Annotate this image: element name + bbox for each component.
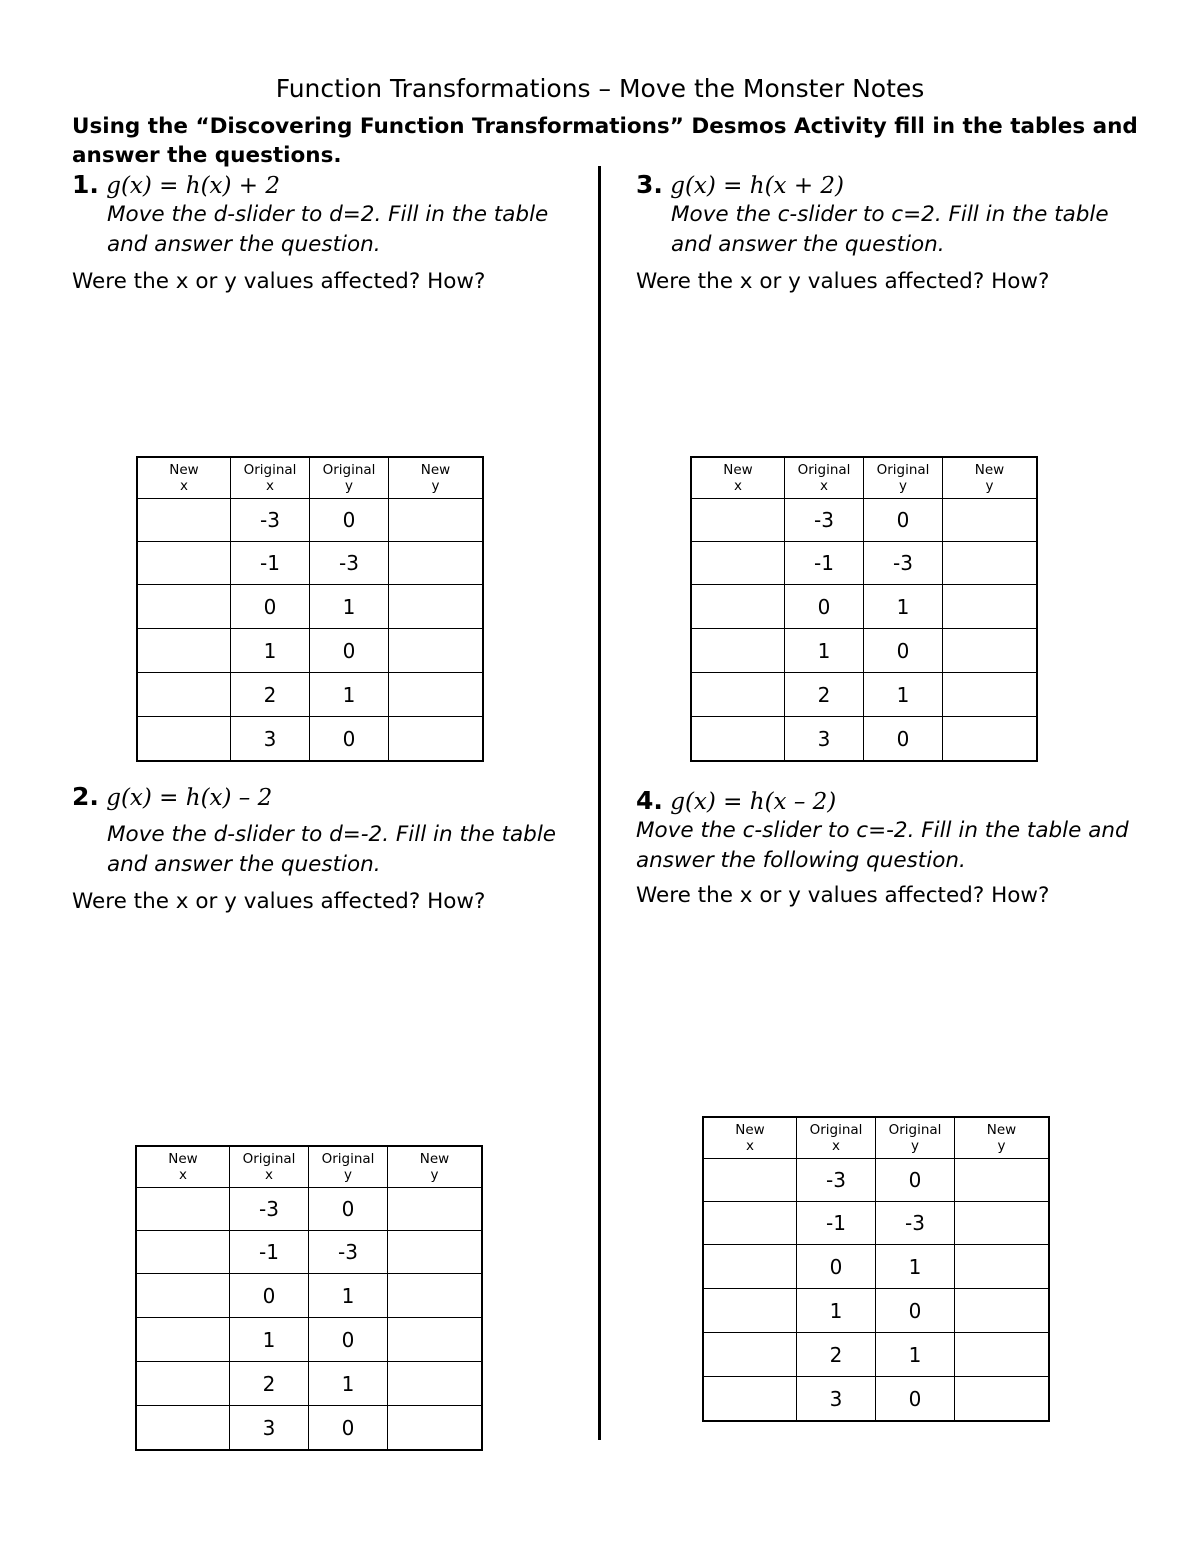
answer-cell-new-y[interactable] [955,1159,1050,1202]
column-header [310,457,389,499]
column-header-line-2: x [265,1167,273,1183]
problem-2-answer-space[interactable] [72,920,572,1130]
problem-1-table [136,456,484,762]
value-cell-orig-x: -3 [785,499,864,542]
answer-cell-new-x[interactable] [136,1274,230,1318]
problem-3-table [690,456,1038,762]
answer-cell-new-x[interactable] [703,1377,797,1422]
table-row [137,717,483,762]
column-header [309,1146,388,1188]
answer-cell-new-y[interactable] [388,1274,483,1318]
problem-1-question: Were the x or y values affected? How? [72,269,486,294]
problem-1-answer-space[interactable] [72,300,572,440]
table-row [691,673,1037,717]
column-header-line-1: New [974,462,1005,478]
value-cell-orig-y: -3 [309,1231,388,1274]
column-header-line-1: Original [888,1122,942,1138]
answer-cell-new-y[interactable] [389,673,484,717]
column-header-line-1: New [168,1151,198,1167]
table-row [136,1406,482,1451]
value-cell-orig-y: -3 [876,1202,955,1245]
column-header-line-1: Original [809,1122,863,1138]
column-header-line-2: y [345,478,353,494]
answer-cell-new-x[interactable] [136,1318,230,1362]
column-header-line-2: y [899,478,907,494]
problem-2-table [135,1145,483,1451]
column-header-line-2: x [179,1167,187,1183]
table-row [703,1377,1049,1422]
answer-cell-new-x[interactable] [703,1202,797,1245]
answer-cell-new-y[interactable] [955,1245,1050,1289]
answer-cell-new-y[interactable] [388,1231,483,1274]
value-cell-orig-x: 0 [230,1274,309,1318]
value-cell-orig-x: -1 [797,1202,876,1245]
column-header-line-2: y [431,478,440,494]
table-row [137,585,483,629]
column-header-line-2: x [832,1138,840,1154]
problem-4-heading [636,786,836,817]
problem-3-heading [636,170,844,201]
column-header-line-1: Original [876,462,930,478]
answer-cell-new-y[interactable] [943,629,1038,673]
column-header [703,1117,797,1159]
value-cell-orig-x: 2 [231,673,310,717]
column-header-line-1: Original [322,462,376,478]
value-cell-orig-y: 0 [309,1318,388,1362]
answer-cell-new-y[interactable] [389,542,484,585]
table-row [137,629,483,673]
table-row [703,1159,1049,1202]
table-row [137,499,483,542]
problem-2-number: 2. [72,782,99,811]
answer-cell-new-y[interactable] [388,1362,483,1406]
column-header-line-1: Original [242,1151,296,1167]
answer-cell-new-y[interactable] [955,1333,1050,1377]
table-row [703,1202,1049,1245]
problem-2-question: Were the x or y values affected? How? [72,889,486,914]
column-header [691,457,785,499]
value-cell-orig-x: -3 [231,499,310,542]
answer-cell-new-y[interactable] [955,1289,1050,1333]
value-cell-orig-x: 2 [230,1362,309,1406]
table-header-row [136,1146,482,1188]
value-cell-orig-x: -1 [785,542,864,585]
value-cell-orig-y: -3 [310,542,389,585]
value-cell-orig-y: 0 [309,1188,388,1231]
table-row [136,1231,482,1274]
problem-4-answer-space[interactable] [636,915,1136,1100]
column-header [137,457,231,499]
table-row [691,585,1037,629]
answer-cell-new-x[interactable] [137,717,231,762]
value-cell-orig-x: 3 [230,1406,309,1451]
table-row [703,1333,1049,1377]
problem-4-question: Were the x or y values affected? How? [636,883,1050,908]
value-cell-orig-y: 0 [310,499,389,542]
column-header-line-2: x [746,1138,754,1154]
value-cell-orig-x: 2 [797,1333,876,1377]
problem-4-equation: g(x) = h(x – 2) [670,789,837,815]
value-cell-orig-y: 0 [864,717,943,762]
table-row [691,629,1037,673]
column-header-line-1: Original [321,1151,375,1167]
value-cell-orig-x: 1 [785,629,864,673]
answer-cell-new-y[interactable] [389,717,484,762]
answer-cell-new-y[interactable] [943,717,1038,762]
table-row [691,499,1037,542]
column-header [876,1117,955,1159]
column-header [785,457,864,499]
table-row [703,1289,1049,1333]
answer-cell-new-y[interactable] [943,542,1038,585]
column-header [230,1146,309,1188]
answer-cell-new-y[interactable] [943,499,1038,542]
problem-2-heading [72,782,272,813]
answer-cell-new-x[interactable] [691,717,785,762]
problem-2-directions: Move the d-slider to d=-2. Fill in the table and answer the question. [107,822,557,877]
answer-cell-new-x[interactable] [137,585,231,629]
value-cell-orig-y: 0 [864,499,943,542]
value-cell-orig-x: 0 [785,585,864,629]
answer-cell-new-x[interactable] [703,1333,797,1377]
answer-cell-new-y[interactable] [955,1202,1050,1245]
answer-cell-new-y[interactable] [955,1377,1050,1422]
answer-cell-new-x[interactable] [691,629,785,673]
value-cell-orig-y: 0 [310,717,389,762]
answer-cell-new-x[interactable] [137,673,231,717]
instructions: Using the “Discovering Function Transformations” Desmos Activity fill in the tables and answer the questions. [72,114,1138,168]
value-cell-orig-x: 0 [797,1245,876,1289]
value-cell-orig-y: -3 [864,542,943,585]
column-header [136,1146,230,1188]
table-row [136,1274,482,1318]
column-header-line-2: y [344,1167,352,1183]
column-header-line-2: x [734,478,742,494]
column-header-line-1: Original [797,462,851,478]
value-cell-orig-x: 1 [231,629,310,673]
column-header [388,1146,483,1188]
value-cell-orig-y: 1 [864,673,943,717]
value-cell-orig-x: -1 [230,1231,309,1274]
answer-cell-new-y[interactable] [388,1188,483,1231]
answer-cell-new-x[interactable] [691,673,785,717]
answer-cell-new-x[interactable] [137,629,231,673]
table-row [136,1362,482,1406]
answer-cell-new-x[interactable] [703,1159,797,1202]
column-header-line-1: New [420,462,451,478]
column-header-line-1: Original [243,462,297,478]
column-header-line-2: y [997,1138,1006,1154]
value-cell-orig-x: -1 [231,542,310,585]
table-row [137,673,483,717]
value-cell-orig-x: 1 [230,1318,309,1362]
problem-4-table [702,1116,1050,1422]
problem-1-heading [72,170,280,201]
problem-2-equation: g(x) = h(x) – 2 [106,785,273,811]
problem-3-answer-space[interactable] [636,300,1136,440]
answer-cell-new-y[interactable] [389,585,484,629]
table-row [703,1245,1049,1289]
answer-cell-new-x[interactable] [691,585,785,629]
column-header-line-2: y [911,1138,919,1154]
answer-cell-new-y[interactable] [389,629,484,673]
table-row [691,717,1037,762]
value-cell-orig-x: 2 [785,673,864,717]
value-cell-orig-x: 3 [797,1377,876,1422]
value-cell-orig-x: 3 [231,717,310,762]
problem-1-directions: Move the d-slider to d=2. Fill in the table and answer the question. [107,202,549,257]
value-cell-orig-y: 1 [864,585,943,629]
problem-1-equation: g(x) = h(x) + 2 [106,173,281,199]
problem-3-question: Were the x or y values affected? How? [636,269,1050,294]
table-row [691,542,1037,585]
table-row [136,1188,482,1231]
table-header-row [691,457,1037,499]
value-cell-orig-x: -3 [797,1159,876,1202]
answer-cell-new-x[interactable] [136,1188,230,1231]
table-row [137,542,483,585]
column-header-line-1: New [169,462,199,478]
value-cell-orig-y: 0 [309,1406,388,1451]
column-header-line-2: y [985,478,994,494]
answer-cell-new-y[interactable] [388,1318,483,1362]
answer-cell-new-y[interactable] [388,1406,483,1451]
answer-cell-new-x[interactable] [703,1289,797,1333]
column-header-line-1: New [735,1122,765,1138]
problem-4-directions: Move the c-slider to c=-2. Fill in the table and answer the following question. [636,818,1129,873]
answer-cell-new-x[interactable] [137,499,231,542]
answer-cell-new-y[interactable] [389,499,484,542]
answer-cell-new-x[interactable] [703,1245,797,1289]
value-cell-orig-y: 1 [309,1274,388,1318]
problem-3-equation: g(x) = h(x + 2) [670,173,845,199]
answer-cell-new-x[interactable] [136,1231,230,1274]
column-header-line-1: New [723,462,753,478]
value-cell-orig-x: 0 [231,585,310,629]
value-cell-orig-y: 1 [876,1245,955,1289]
value-cell-orig-y: 0 [876,1159,955,1202]
answer-cell-new-x[interactable] [136,1362,230,1406]
column-header-line-2: x [820,478,828,494]
problem-3-number: 3. [636,170,663,199]
answer-cell-new-x[interactable] [136,1406,230,1451]
column-header-line-1: New [986,1122,1017,1138]
column-header [864,457,943,499]
table-header-row [137,457,483,499]
column-header-line-2: y [430,1167,439,1183]
answer-cell-new-x[interactable] [691,542,785,585]
value-cell-orig-y: 0 [876,1377,955,1422]
page-title: Function Transformations – Move the Monster Notes [275,74,925,103]
answer-cell-new-y[interactable] [943,585,1038,629]
value-cell-orig-y: 1 [309,1362,388,1406]
value-cell-orig-y: 1 [876,1333,955,1377]
problem-1-number: 1. [72,170,99,199]
column-header [389,457,484,499]
answer-cell-new-x[interactable] [691,499,785,542]
column-header [955,1117,1050,1159]
value-cell-orig-y: 0 [864,629,943,673]
table-header-row [703,1117,1049,1159]
value-cell-orig-x: 3 [785,717,864,762]
value-cell-orig-x: 1 [797,1289,876,1333]
value-cell-orig-x: -3 [230,1188,309,1231]
column-divider [598,166,601,1440]
problem-4-number: 4. [636,786,663,815]
column-header-line-1: New [419,1151,450,1167]
value-cell-orig-y: 0 [876,1289,955,1333]
value-cell-orig-y: 1 [310,585,389,629]
column-header-line-2: x [180,478,188,494]
value-cell-orig-y: 0 [310,629,389,673]
column-header [797,1117,876,1159]
answer-cell-new-x[interactable] [137,542,231,585]
problem-3-directions: Move the c-slider to c=2. Fill in the table and answer the question. [671,202,1109,257]
column-header-line-2: x [266,478,274,494]
column-header [231,457,310,499]
table-row [136,1318,482,1362]
column-header [943,457,1038,499]
value-cell-orig-y: 1 [310,673,389,717]
answer-cell-new-y[interactable] [943,673,1038,717]
